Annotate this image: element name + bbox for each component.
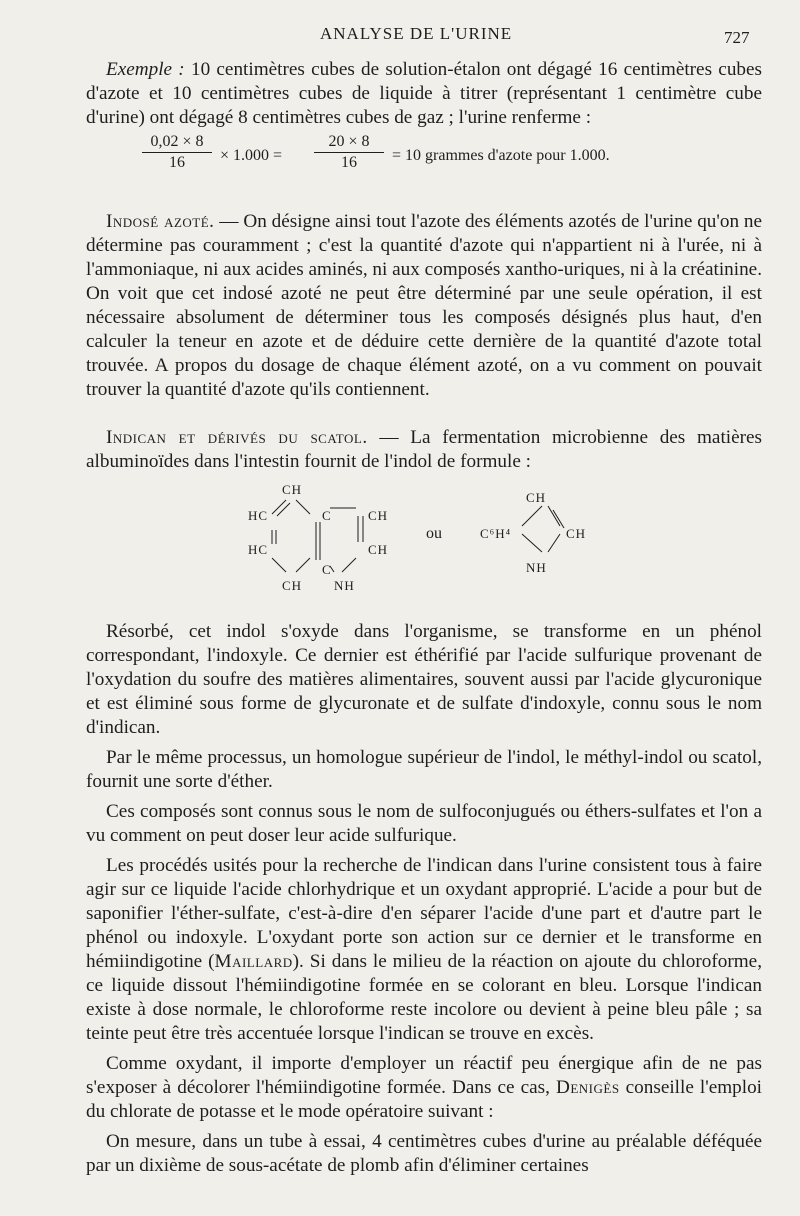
nitrogen-formula [86,132,762,176]
resorbe-paragraph: Résorbé, cet indol s'oxyde dans l'organisme, se transforme en un phénol correspondant, l'indoxyle. Ce dernier est éthérifié par l'acide sulfurique provenant de l'oxydation du soufre des matières alimentaires, souvent aussi par l'acide glycuronique et est éliminé sous forme de glycuronate et de sulfate d'indoxyle, connu sous le nom d'indican. [86,621,762,738]
fraction-1 [142,132,212,173]
indose-paragraph [86,210,762,402]
chem-ch-lower: CH [368,542,389,557]
chem-right-c6h4: C⁶H⁴ [480,526,512,541]
procedes-text-before: Les procédés usités pour la recherche de l'indican dans l'urine consistent tous à faire agir sur ce liquide l'acide chlorhydrique et un oxydant approprié. L'acide a pour but de saponifier l'éther-sulfate, c'est-à-dire d'en séparer l'acide d'une part et d'autre part le phénol ou indoxyle. L'oxydant porte son action sur ce dernier et le transforme en hémiindigotine ( [86,855,762,972]
chem-nh: NH [334,578,355,593]
chem-right-nh: NH [526,560,547,575]
chem-ch-top: CH [282,482,303,497]
example-text: 10 centimètres cubes de solution-étalon ont dégagé 16 centimètres cubes d'azote et 10 centimètres cubes de liquide à titrer (représentant 1 centimètre cube d'urine) ont dégagé 8 centimètres cubes de gaz ; l'urine renferme : [86,59,762,128]
chem-ch-bottom: CH [282,578,303,593]
fraction-2 [314,132,384,173]
bond-lines [86,478,762,598]
oxydant-text-before: Comme oxydant, il importe d'employer un réactif peu énergique afin de ne pas s'exposer à décolorer l'hémiindigotine formée. Dans ce cas, [86,1053,762,1098]
formula-times: × 1.000 = [220,147,283,164]
chem-hc-lower: HC [248,542,269,557]
chem-c-junction: C [322,508,332,523]
procedes-paragraph [86,854,762,1046]
mesure-paragraph: On mesure, dans un tube à essai, 4 centimètres cubes d'urine au préalable déféquée par un dixième de sous-acétate de plomb afin d'éliminer certaines [86,1131,762,1176]
indol-structure [86,478,762,598]
procedes-text-after: ). Si dans le milieu de la réaction on ajoute du chloroforme, ce liquide dissout l'hémiindigotine formée en se colorant en bleu. Lorsque l'indican existe à dose normale, le chloroforme reste incolore ou devient à peine bleu pâle ; sa teinte peut être très accentuée lorsque l'indican se trouve en excès. [86,951,762,1044]
header-title: ANALYSE DE L'URINE [320,24,513,43]
indican-text: — La fermentation microbienne des matières albuminoïdes dans l'intestin fournit de l'indol de formule : [86,427,763,472]
page-number: 727 [724,28,750,47]
chem-right-ch-top: CH [526,490,547,505]
oxydant-paragraph [86,1052,762,1124]
author-deniges: Denigès [556,1077,620,1098]
composes-paragraph: Ces composés sont connus sous le nom de sulfoconjugués ou éthers-sulfates et l'on a vu comment on peut doser leur acide sulfurique. [86,801,762,846]
oxydant-text-after: conseille l'emploi du chlorate de potasse et le mode opératoire suivant : [86,1077,762,1122]
chem-hc-upper: HC [248,508,269,523]
indican-heading: Indican et dérivés du scatol. [106,427,368,448]
formula-result: = 10 grammes d'azote pour 1.000. [392,147,610,164]
running-header [0,24,800,52]
indican-paragraph [86,426,762,474]
chem-ch-five-ring: CH [368,508,389,523]
chem-ou: ou [426,525,442,542]
example-paragraph [86,58,762,130]
example-label: Exemple : [106,59,185,80]
page-body [86,58,762,1178]
chem-c-bottom: C [322,562,332,577]
indose-heading: Indosé azoté. [106,211,215,232]
indose-text: — On désigne ainsi tout l'azote des éléments azotés de l'urine qu'on ne détermine pas couramment ; c'est la quantité d'azote qui n'appartient ni à l'urée, ni à l'ammoniaque, ni aux acides aminés, ni aux composés xantho-uriques, ni à la créatinine. On voit que cet indosé azoté ne peut être déterminé par une seule opération, il est nécessaire absolument de déterminer tous les composés désignés plus haut, d'en calculer la teneur en azote et de déduire cette dernière de la quantité d'azote total trouvée. A propos du dosage de chaque élément azoté, on a vu comment on pouvait trouver la quantité d'azote qu'ils contiennent. [86,211,763,400]
processus-paragraph: Par le même processus, un homologue supérieur de l'indol, le méthyl-indol ou scatol, fournit une sorte d'éther. [86,747,762,792]
fraction-2-denominator: 16 [341,154,357,171]
fraction-1-numerator: 0,02 × 8 [142,132,212,153]
author-maillard: Maillard [214,951,293,972]
fraction-2-numerator: 20 × 8 [314,132,384,153]
chem-right-ch: CH [566,526,587,541]
fraction-1-denominator: 16 [169,154,185,171]
